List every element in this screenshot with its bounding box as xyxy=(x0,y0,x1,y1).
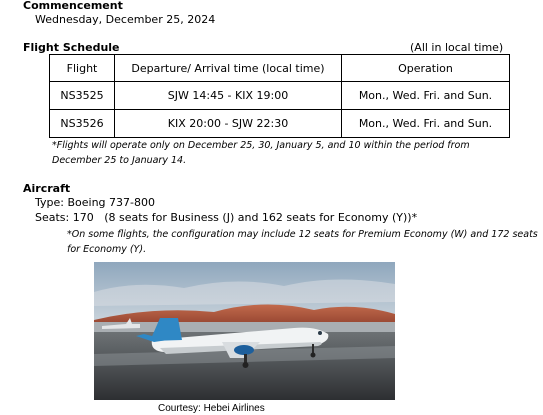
wheel-main xyxy=(243,362,249,368)
photo-credit: Courtesy: Hebei Airlines xyxy=(158,403,265,414)
flight-schedule-heading: Flight Schedule xyxy=(23,41,120,54)
flight-schedule-table xyxy=(49,54,510,138)
flight-number-cell: NS3525 xyxy=(50,82,115,110)
table-row xyxy=(50,82,510,110)
operation-cell: Mon., Wed. Fri. and Sun. xyxy=(342,110,510,138)
schedule-footnote-line1: *Flights will operate only on December 25, 30, January 5, and 10 within the period from xyxy=(52,140,470,151)
schedule-footnote-line2: December 25 to January 14. xyxy=(52,155,187,166)
aircraft-heading: Aircraft xyxy=(23,182,71,195)
column-header-times: Departure/ Arrival time (local time) xyxy=(115,55,342,82)
table-row xyxy=(50,110,510,138)
timezone-note: (All in local time) xyxy=(410,41,504,54)
column-header-flight: Flight xyxy=(50,55,115,82)
column-header-operation: Operation xyxy=(342,55,510,82)
engine xyxy=(234,345,254,355)
times-cell: SJW 14:45 - KIX 19:00 xyxy=(115,82,342,110)
seat-config-note-line1: *On some flights, the configuration may include 12 seats for Premium Economy (W) and 172 seats xyxy=(67,229,538,240)
aircraft-seats: Seats: 170 (8 seats for Business (J) and 162 seats for Economy (Y))* xyxy=(35,211,418,224)
times-cell: KIX 20:00 - SJW 22:30 xyxy=(115,110,342,138)
aircraft-photo xyxy=(94,262,395,400)
operation-cell: Mon., Wed. Fri. and Sun. xyxy=(342,82,510,110)
commencement-date: Wednesday, December 25, 2024 xyxy=(35,13,216,26)
table-header-row xyxy=(50,55,510,82)
wheel-front xyxy=(311,353,316,358)
aircraft-photo-illustration xyxy=(94,262,395,400)
commencement-heading: Commencement xyxy=(23,0,123,12)
cockpit-window xyxy=(318,331,322,335)
aircraft-type: Type: Boeing 737-800 xyxy=(35,196,155,209)
flight-number-cell: NS3526 xyxy=(50,110,115,138)
seat-config-note-line2: for Economy (Y). xyxy=(67,244,147,255)
